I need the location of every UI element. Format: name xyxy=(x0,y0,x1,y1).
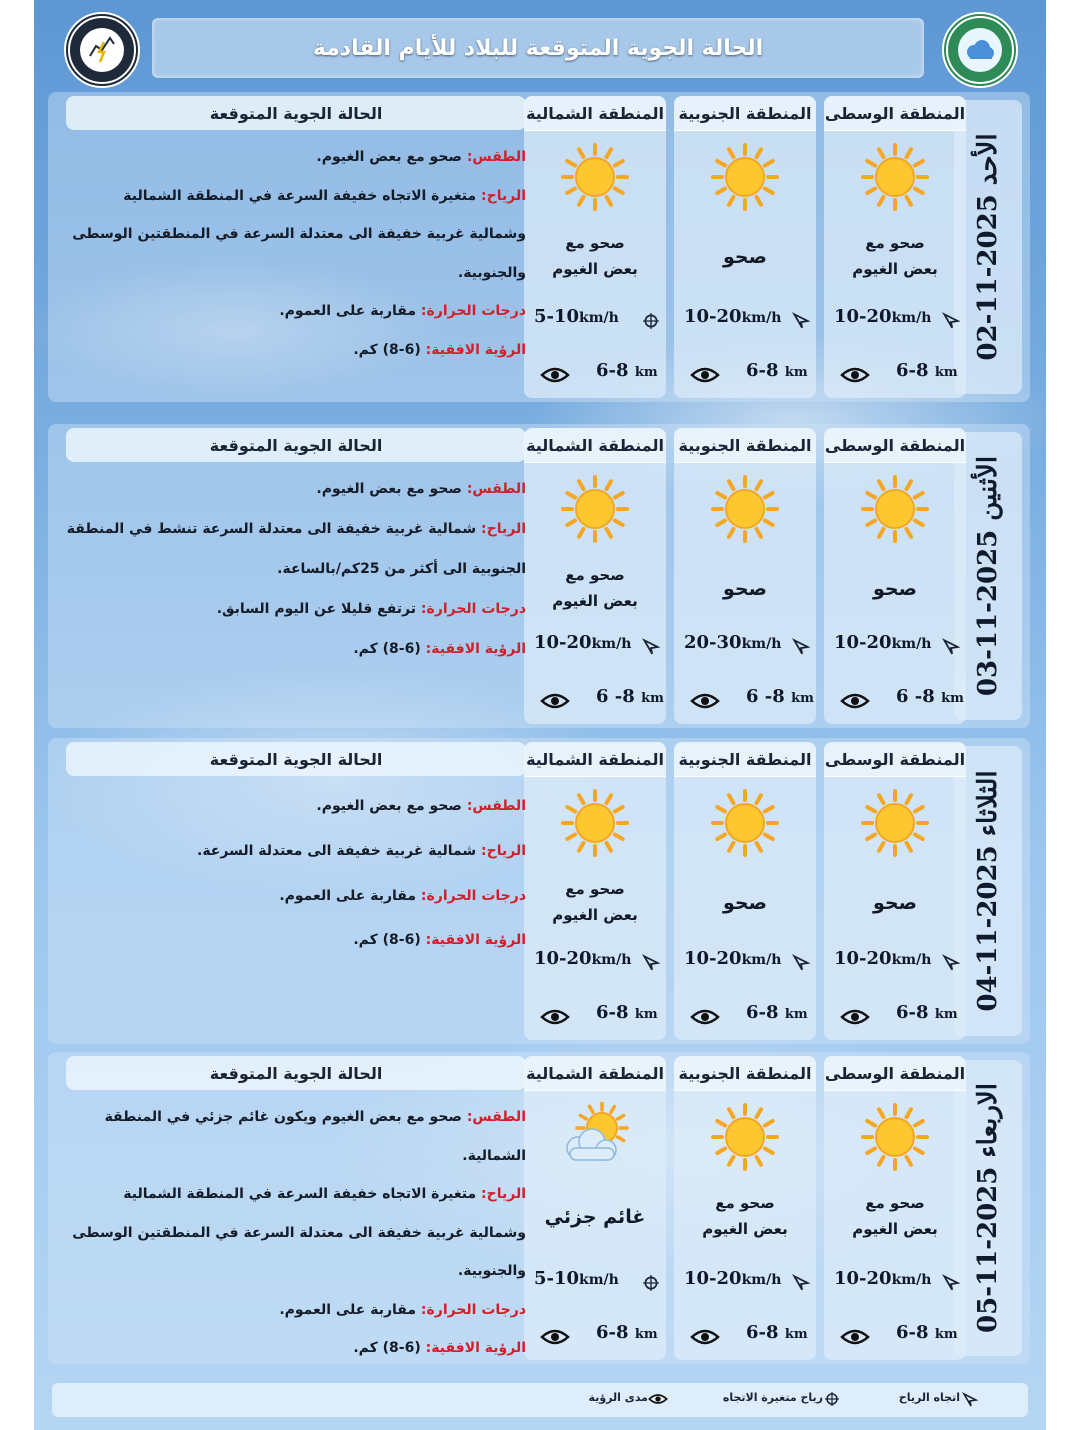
visibility-value: 6-8 xyxy=(746,1002,779,1023)
sun-icon xyxy=(710,788,780,858)
wind-row xyxy=(524,948,666,978)
winds-line xyxy=(66,510,526,590)
visibility xyxy=(896,360,958,381)
visibility-line xyxy=(66,331,526,370)
legend-visibility: مدى الرؤية xyxy=(588,1391,648,1404)
wind-speed-value: 10-20 xyxy=(834,306,892,327)
region-card xyxy=(674,428,816,724)
summary-box xyxy=(66,428,526,724)
wind-speed-unit: km/h xyxy=(579,1272,619,1288)
region-name: المنطقة الوسطى xyxy=(824,96,966,131)
visibility-row xyxy=(524,1322,666,1352)
summary-title: الحالة الجوية المتوقعة xyxy=(66,742,526,776)
day-panel xyxy=(48,92,1030,402)
region-card xyxy=(524,1056,666,1360)
wind-speed-unit: km/h xyxy=(741,1272,782,1288)
visibility-unit: km xyxy=(641,691,664,706)
weather-icon-wrap xyxy=(710,788,780,862)
visibility xyxy=(896,1002,958,1023)
winds-text: شمالية غربية خفيفة الى معتدلة السرعة. xyxy=(197,842,477,859)
forecast-page xyxy=(34,0,1046,1430)
visibility-value: 6 -8 xyxy=(596,686,635,707)
region-name: المنطقة الشمالية xyxy=(524,96,666,131)
sun-icon xyxy=(860,788,930,858)
wind-speed xyxy=(834,948,931,969)
visibility-text: (6-8) كم. xyxy=(353,932,421,949)
condition-text: صحو مع بعض الغيوم xyxy=(852,234,938,278)
wind-direction-icon xyxy=(792,638,810,656)
eye-icon xyxy=(840,692,870,710)
wind-direction-icon xyxy=(792,954,810,972)
winds-line xyxy=(66,177,526,293)
weather-icon-wrap xyxy=(860,788,930,862)
page-title: الحالة الجوية المتوقعة للبلاد للأيام القادمة xyxy=(312,35,764,61)
visibility xyxy=(596,686,664,707)
meteorology-authority-logo xyxy=(942,12,1018,88)
visibility-line xyxy=(66,630,526,670)
wind-speed-value: 10-20 xyxy=(684,1268,742,1289)
summary-box xyxy=(66,96,526,398)
weather-icon-wrap xyxy=(560,788,630,862)
condition-text: صحو xyxy=(723,578,767,600)
eye-icon xyxy=(540,692,570,710)
wind-speed xyxy=(684,632,781,653)
wind-speed-unit: km/h xyxy=(591,636,632,652)
visibility xyxy=(746,686,814,707)
visibility-row xyxy=(824,1322,966,1352)
day-panel xyxy=(48,424,1030,728)
weather-icon-wrap xyxy=(560,474,630,548)
wind-speed-unit: km/h xyxy=(891,310,932,326)
visibility-row xyxy=(524,686,666,716)
page-header xyxy=(152,18,924,78)
temperature-line xyxy=(66,292,526,331)
sun-icon xyxy=(710,1102,780,1172)
winds-label: الرياح: xyxy=(481,520,526,537)
eye-icon xyxy=(840,1328,870,1346)
wind-speed-unit: km/h xyxy=(891,1272,932,1288)
region-name: المنطقة الوسطى xyxy=(824,1056,966,1091)
wind-row xyxy=(824,306,966,336)
visibility-unit: km xyxy=(784,1327,808,1342)
winds-text: متغيرة الاتجاه خفيفة السرعة في المنطقة الشمالية وشمالية غربية خفيفة الى معتدلة السرعة في المنطقتين الوسطى والجنوبية. xyxy=(72,187,526,281)
region-name: المنطقة الجنوبية xyxy=(674,1056,816,1091)
wind-row xyxy=(524,306,666,336)
day-panel xyxy=(48,738,1030,1044)
summary-body xyxy=(66,1098,526,1368)
visibility-value: 6-8 xyxy=(596,360,629,381)
logo-emblem-icon xyxy=(66,14,138,86)
visibility-unit: km xyxy=(784,365,808,380)
weather-label: الطقس: xyxy=(466,149,526,165)
visibility-row xyxy=(824,686,966,716)
temperature-line xyxy=(66,1291,526,1330)
condition-text: غائم جزئي xyxy=(544,1206,646,1228)
summary-box xyxy=(66,742,526,1040)
sun-icon xyxy=(560,142,630,212)
weather-text: صحو مع بعض الغيوم. xyxy=(316,481,462,497)
visibility-value: 6-8 xyxy=(596,1322,629,1343)
eye-icon xyxy=(690,1008,720,1026)
visibility xyxy=(746,360,808,381)
visibility-unit: km xyxy=(634,365,658,380)
visibility-unit: km xyxy=(634,1007,658,1022)
region-card xyxy=(824,1056,966,1360)
sun-icon xyxy=(560,788,630,858)
wind-row xyxy=(674,306,816,336)
visibility-line xyxy=(66,1329,526,1368)
winds-label: الرياح: xyxy=(481,187,526,204)
eye-icon xyxy=(540,366,570,384)
weather-label: الطقس: xyxy=(466,798,526,814)
variable-wind-icon xyxy=(642,312,660,330)
region-name: المنطقة الشمالية xyxy=(524,1056,666,1091)
wind-speed-value: 5-10 xyxy=(534,306,580,327)
temperature-label: درجات الحرارة: xyxy=(420,600,526,617)
wind-speed-value: 10-20 xyxy=(684,948,742,969)
visibility-label: الرؤية الافقية: xyxy=(425,640,526,657)
day-date-label: الاربعاء 2025-11-05 xyxy=(973,1083,1003,1333)
sun-icon xyxy=(860,474,930,544)
weather-icon-wrap xyxy=(710,142,780,216)
visibility-value: 6-8 xyxy=(896,360,929,381)
weather-line xyxy=(66,784,526,829)
wind-row xyxy=(824,948,966,978)
wind-speed-value: 5-10 xyxy=(534,1268,580,1289)
wind-speed-value: 10-20 xyxy=(534,632,592,653)
wind-speed-unit: km/h xyxy=(741,636,782,652)
eye-icon xyxy=(690,1328,720,1346)
logo-cloud-icon xyxy=(944,14,1016,86)
forecasting-dept-logo xyxy=(64,12,140,88)
visibility-unit: km xyxy=(934,1327,958,1342)
condition-text: صحو مع بعض الغيوم xyxy=(852,1194,938,1238)
temperature-text: ترتفع قليلا عن اليوم السابق. xyxy=(216,600,417,617)
visibility-text: (6-8) كم. xyxy=(353,341,421,358)
wind-speed xyxy=(834,1268,931,1289)
summary-body xyxy=(66,138,526,369)
weather-icon-wrap xyxy=(860,142,930,216)
wind-speed-unit: km/h xyxy=(891,636,932,652)
winds-text: متغيرة الاتجاه خفيفة السرعة في المنطقة الشمالية وشمالية غربية خفيفة الى معتدلة السرعة في المنطقتين الوسطى والجنوبية. xyxy=(72,1186,526,1279)
wind-speed xyxy=(834,306,931,327)
visibility-value: 6-8 xyxy=(746,360,779,381)
region-name: المنطقة الشمالية xyxy=(524,742,666,777)
wind-speed xyxy=(534,306,619,327)
visibility-value: 6 -8 xyxy=(746,686,785,707)
summary-title: الحالة الجوية المتوقعة xyxy=(66,96,526,130)
wind-direction-icon xyxy=(642,638,660,656)
region-name: المنطقة الوسطى xyxy=(824,742,966,777)
weather-line xyxy=(66,470,526,510)
summary-title: الحالة الجوية المتوقعة xyxy=(66,428,526,462)
region-card xyxy=(524,428,666,724)
sun-icon xyxy=(560,474,630,544)
temperature-text: مقاربة على العموم. xyxy=(279,303,417,319)
visibility-row xyxy=(824,1002,966,1032)
temperature-line xyxy=(66,874,526,919)
wind-speed xyxy=(684,1268,781,1289)
visibility-row xyxy=(674,686,816,716)
wind-direction-icon xyxy=(962,1392,978,1408)
weather-text: صحو مع بعض الغيوم. xyxy=(316,149,462,165)
temperature-text: مقاربة على العموم. xyxy=(279,1301,417,1318)
wind-speed-unit: km/h xyxy=(579,310,619,326)
visibility xyxy=(896,1322,958,1343)
region-card xyxy=(824,96,966,398)
condition-text: صحو مع بعض الغيوم xyxy=(552,566,638,610)
visibility-row xyxy=(824,360,966,390)
wind-speed xyxy=(684,948,781,969)
weather-icon-wrap xyxy=(710,1102,780,1176)
weather-text: صحو مع بعض الغيوم ويكون غائم جزئي في المنطقة الشمالية. xyxy=(104,1109,526,1164)
temperature-label: درجات الحرارة: xyxy=(420,1301,526,1318)
sun-icon xyxy=(710,142,780,212)
visibility-unit: km xyxy=(634,1327,658,1342)
eye-icon xyxy=(840,366,870,384)
weather-icon-wrap xyxy=(860,1102,930,1176)
visibility xyxy=(896,686,964,707)
visibility xyxy=(596,1322,658,1343)
summary-title: الحالة الجوية المتوقعة xyxy=(66,1056,526,1090)
wind-row xyxy=(674,948,816,978)
wind-row xyxy=(674,632,816,662)
wind-speed-value: 10-20 xyxy=(834,1268,892,1289)
visibility-value: 6-8 xyxy=(896,1322,929,1343)
wind-speed-value: 10-20 xyxy=(684,306,742,327)
day-date-label: الأثنين 2025-11-03 xyxy=(973,455,1003,697)
day-panel xyxy=(48,1052,1030,1364)
temperature-line xyxy=(66,590,526,630)
summary-box xyxy=(66,1056,526,1360)
region-card xyxy=(674,96,816,398)
visibility-label: الرؤية الافقية: xyxy=(425,341,526,358)
region-card xyxy=(524,742,666,1040)
weather-icon-wrap xyxy=(556,1102,634,1176)
summary-body xyxy=(66,470,526,669)
visibility-unit: km xyxy=(784,1007,808,1022)
weather-label: الطقس: xyxy=(466,1109,526,1125)
eye-icon xyxy=(648,1392,668,1406)
partly-cloudy-icon xyxy=(556,1102,634,1172)
wind-direction-icon xyxy=(792,312,810,330)
visibility-unit: km xyxy=(941,691,964,706)
weather-icon-wrap xyxy=(860,474,930,548)
temperature-text: مقاربة على العموم. xyxy=(279,887,417,904)
visibility-row xyxy=(524,360,666,390)
day-date-label: الثلاثاء 2025-11-04 xyxy=(973,770,1003,1012)
region-card xyxy=(674,1056,816,1360)
condition-text: صحو xyxy=(873,892,917,914)
wind-direction-icon xyxy=(942,1274,960,1292)
sun-icon xyxy=(860,142,930,212)
legend xyxy=(52,1383,1028,1417)
wind-speed-value: 10-20 xyxy=(834,632,892,653)
wind-speed xyxy=(834,632,931,653)
weather-icon-wrap xyxy=(560,142,630,216)
eye-icon xyxy=(690,366,720,384)
visibility-text: (6-8) كم. xyxy=(353,1340,421,1356)
weather-text: صحو مع بعض الغيوم. xyxy=(316,798,462,814)
visibility-value: 6-8 xyxy=(896,1002,929,1023)
winds-line xyxy=(66,829,526,874)
visibility-value: 6-8 xyxy=(746,1322,779,1343)
wind-direction-icon xyxy=(942,638,960,656)
temperature-label: درجات الحرارة: xyxy=(420,887,526,904)
visibility-text: (6-8) كم. xyxy=(353,640,421,657)
variable-wind-icon xyxy=(642,1274,660,1292)
visibility xyxy=(596,360,658,381)
visibility-row xyxy=(674,1002,816,1032)
summary-body xyxy=(66,784,526,963)
condition-text: صحو مع بعض الغيوم xyxy=(552,880,638,924)
wind-row xyxy=(524,1268,666,1298)
variable-wind-icon xyxy=(824,1391,840,1407)
region-card xyxy=(824,742,966,1040)
winds-line xyxy=(66,1175,526,1291)
temperature-label: درجات الحرارة: xyxy=(420,303,526,319)
wind-direction-icon xyxy=(792,1274,810,1292)
condition-text: صحو xyxy=(723,246,767,268)
sun-icon xyxy=(860,1102,930,1172)
eye-icon xyxy=(690,692,720,710)
visibility-unit: km xyxy=(934,1007,958,1022)
wind-row xyxy=(674,1268,816,1298)
legend-variable-wind: رياح متغيرة الاتجاه xyxy=(722,1391,823,1404)
visibility-row xyxy=(674,360,816,390)
wind-row xyxy=(824,632,966,662)
region-name: المنطقة الشمالية xyxy=(524,428,666,463)
visibility-row xyxy=(674,1322,816,1352)
wind-speed-unit: km/h xyxy=(741,952,782,968)
eye-icon xyxy=(540,1328,570,1346)
legend-wind-direction: اتجاه الرياح xyxy=(898,1391,960,1404)
visibility xyxy=(746,1322,808,1343)
condition-text: صحو xyxy=(873,578,917,600)
wind-speed xyxy=(684,306,781,327)
wind-speed-value: 20-30 xyxy=(684,632,742,653)
wind-direction-icon xyxy=(942,954,960,972)
day-date-label: الأحد 2025-11-02 xyxy=(973,133,1003,361)
visibility-label: الرؤية الافقية: xyxy=(425,1340,526,1356)
condition-text: صحو مع بعض الغيوم xyxy=(552,234,638,278)
condition-text: صحو مع بعض الغيوم xyxy=(702,1194,788,1238)
region-name: المنطقة الجنوبية xyxy=(674,742,816,777)
visibility-value: 6-8 xyxy=(596,1002,629,1023)
visibility-row xyxy=(524,1002,666,1032)
wind-speed xyxy=(534,632,631,653)
condition-text: صحو xyxy=(723,892,767,914)
eye-icon xyxy=(540,1008,570,1026)
region-card xyxy=(824,428,966,724)
visibility-label: الرؤية الافقية: xyxy=(425,932,526,949)
weather-icon-wrap xyxy=(710,474,780,548)
wind-speed-unit: km/h xyxy=(891,952,932,968)
region-name: المنطقة الجنوبية xyxy=(674,96,816,131)
wind-speed-unit: km/h xyxy=(741,310,782,326)
weather-line xyxy=(66,138,526,177)
wind-speed xyxy=(534,948,631,969)
sun-icon xyxy=(710,474,780,544)
wind-speed-value: 10-20 xyxy=(534,948,592,969)
region-name: المنطقة الجنوبية xyxy=(674,428,816,463)
visibility-unit: km xyxy=(791,691,814,706)
winds-label: الرياح: xyxy=(481,1186,526,1202)
region-name: المنطقة الوسطى xyxy=(824,428,966,463)
wind-row xyxy=(524,632,666,662)
weather-label: الطقس: xyxy=(466,481,526,497)
winds-label: الرياح: xyxy=(481,842,526,859)
region-card xyxy=(524,96,666,398)
visibility xyxy=(746,1002,808,1023)
eye-icon xyxy=(840,1008,870,1026)
winds-text: شمالية غربية خفيفة الى معتدلة السرعة تنشط في المنطقة الجنوبية الى أكثر من 25كم/بالساعة. xyxy=(66,520,526,577)
weather-line xyxy=(66,1098,526,1175)
wind-speed xyxy=(534,1268,619,1289)
wind-direction-icon xyxy=(642,954,660,972)
wind-speed-unit: km/h xyxy=(591,952,632,968)
wind-row xyxy=(824,1268,966,1298)
visibility-unit: km xyxy=(934,365,958,380)
visibility-value: 6 -8 xyxy=(896,686,935,707)
visibility xyxy=(596,1002,658,1023)
region-card xyxy=(674,742,816,1040)
visibility-line xyxy=(66,918,526,963)
wind-direction-icon xyxy=(942,312,960,330)
wind-speed-value: 10-20 xyxy=(834,948,892,969)
